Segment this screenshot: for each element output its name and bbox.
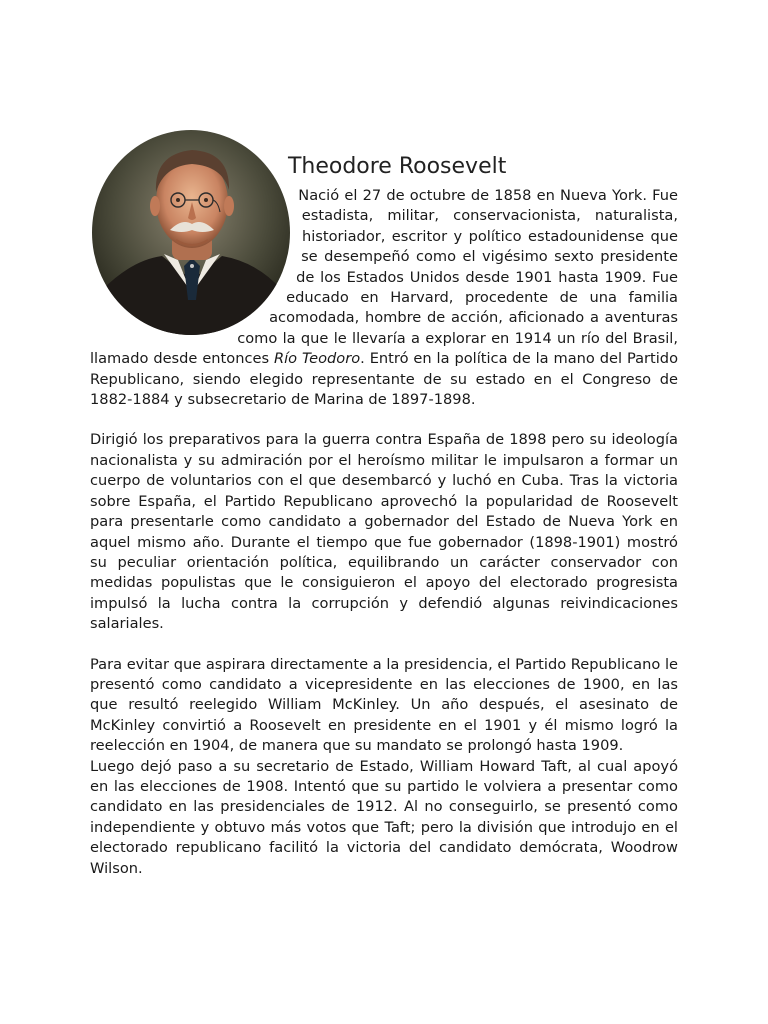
document-page: [90, 130, 678, 879]
river-name: Río Teodoro: [273, 350, 361, 368]
paragraph-2: Dirigió los preparativos para la guerra contra España de 1898 pero su ideología nacionalista y su admiración por el heroísmo militar le impulsaron a formar un cuerpo de voluntarios con el que desembarcó y luchó en Cuba. Tras la victoria sobre España, el Partido Republicano aprovechó la popularidad de Roosevelt para presentarle como candidato a gobernador del Estado de Nueva York en aquel mismo año. Durante el tiempo que fue gobernador (1898-1901) mostró su peculiar orientación política, equilibrando un carácter conservador con medidas populistas que le consiguieron el apoyo del electorado progresista impulsó la lucha contra la corrupción y defendió algunas reivindicaciones salariales.: [90, 431, 678, 633]
portrait-photo: [92, 130, 290, 335]
paragraph-3: Para evitar que aspirara directamente a la presidencia, el Partido Republicano le presentó como candidato a vicepresidente en las elecciones de 1900, en las que resultó reelegido William McKinley. Un año después, el asesinato de McKinley convirtió a Roosevelt en presidente en el 1901 y él mismo logró la reelección en 1904, de manera que su mandato se prolongó hasta 1909.: [90, 655, 678, 755]
paragraph-1-text-b: . Entró en la política de la mano del Partido Republicano, siendo elegido representante de su estado en el Congreso de 1882-1884 y subsecretario de Marina de 1897-1898.: [90, 350, 679, 409]
page-title: Theodore Roosevelt: [287, 154, 507, 179]
portrait-image: [92, 130, 290, 335]
paragraph-4: Luego dejó paso a su secretario de Estado, William Howard Taft, al cual apoyó en las elecciones de 1908. Intentó que su partido le volviera a presentar como candidato en las presidenciales de 1912. Al no conseguirlo, se presentó como independiente y obtuvo más votos que Taft; pero la división que introdujo en el electorado republicano facilitó la victoria del candidato demócrata, Woodrow Wilson.: [90, 757, 678, 877]
paragraph-1-text-a: Nació el 27 de octubre de 1858 en Nueva York. Fue estadista, militar, conservacionista, naturalista, historiador, escritor y político estadounidense que se desempeñó como el vigésimo sexto presidente de los Estados Unidos desde 1901 hasta 1909. Fue educado en Harvard, procedente de una familia acomodada, hombre de acción, aficionado a aventuras como la que le llevaría a explorar en 1914 un río del Brasil, llamado desde entonces: [90, 187, 678, 368]
